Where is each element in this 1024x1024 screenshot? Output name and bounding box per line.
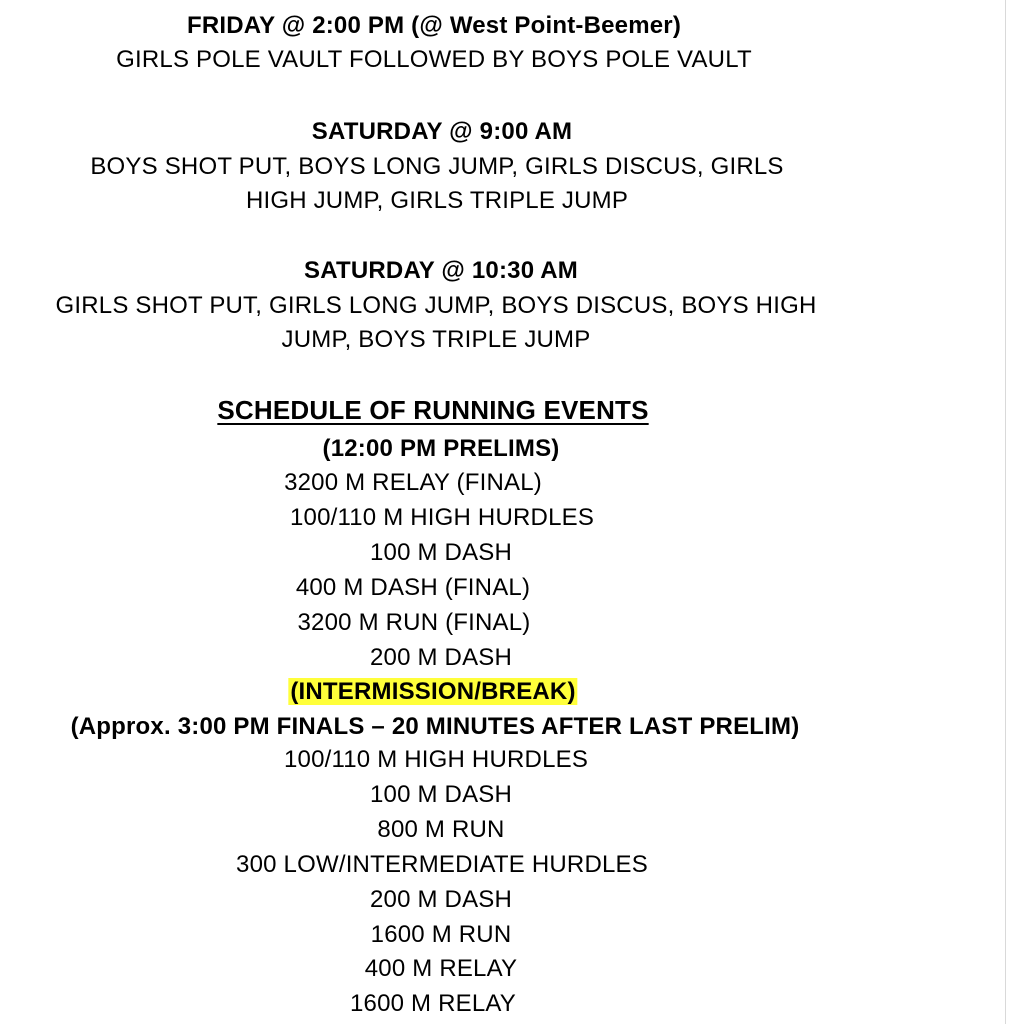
finals-heading: (Approx. 3:00 PM FINALS – 20 MINUTES AFTER LAST PRELIM) xyxy=(70,713,800,740)
prelim-event: 3200 M RUN (FINAL) xyxy=(297,609,531,636)
final-event: 800 M RUN xyxy=(377,816,505,843)
final-event: 300 LOW/INTERMEDIATE HURDLES xyxy=(236,851,648,878)
intermission-label xyxy=(288,678,577,706)
prelim-event: 100/110 M HIGH HURDLES xyxy=(289,504,595,531)
saturday-late-events-line-1: GIRLS SHOT PUT, GIRLS LONG JUMP, BOYS DISCUS, BOYS HIGH xyxy=(55,292,817,319)
saturday-morning-heading: SATURDAY @ 9:00 AM xyxy=(311,118,573,145)
saturday-late-events-line-2: JUMP, BOYS TRIPLE JUMP xyxy=(281,326,591,353)
friday-events: GIRLS POLE VAULT FOLLOWED BY BOYS POLE VAULT xyxy=(116,46,752,73)
saturday-morning-events-line-1: BOYS SHOT PUT, BOYS LONG JUMP, GIRLS DISCUS, GIRLS xyxy=(90,153,784,180)
saturday-morning-events-line-2: HIGH JUMP, GIRLS TRIPLE JUMP xyxy=(245,187,629,214)
final-event: 1600 M RUN xyxy=(370,921,512,948)
final-event: 1600 M RELAY xyxy=(349,990,517,1017)
final-event: 100 M DASH xyxy=(369,781,513,808)
friday-heading: FRIDAY @ 2:00 PM (@ West Point-Beemer) xyxy=(186,12,682,39)
prelim-event: 100 M DASH xyxy=(369,539,513,566)
page-edge-margin xyxy=(1005,0,1024,1024)
prelim-event: 200 M DASH xyxy=(369,644,513,671)
prelims-heading: (12:00 PM PRELIMS) xyxy=(322,435,560,462)
prelim-event: 400 M DASH (FINAL) xyxy=(295,574,531,601)
final-event: 400 M RELAY xyxy=(364,955,518,982)
running-schedule-title: SCHEDULE OF RUNNING EVENTS xyxy=(217,395,649,425)
final-event: 100/110 M HIGH HURDLES xyxy=(283,746,589,773)
final-event: 200 M DASH xyxy=(369,886,513,913)
intermission-highlight: (INTERMISSION/BREAK) xyxy=(290,678,576,705)
prelim-event: 3200 M RELAY (FINAL) xyxy=(284,469,542,496)
saturday-late-heading: SATURDAY @ 10:30 AM xyxy=(304,257,578,284)
